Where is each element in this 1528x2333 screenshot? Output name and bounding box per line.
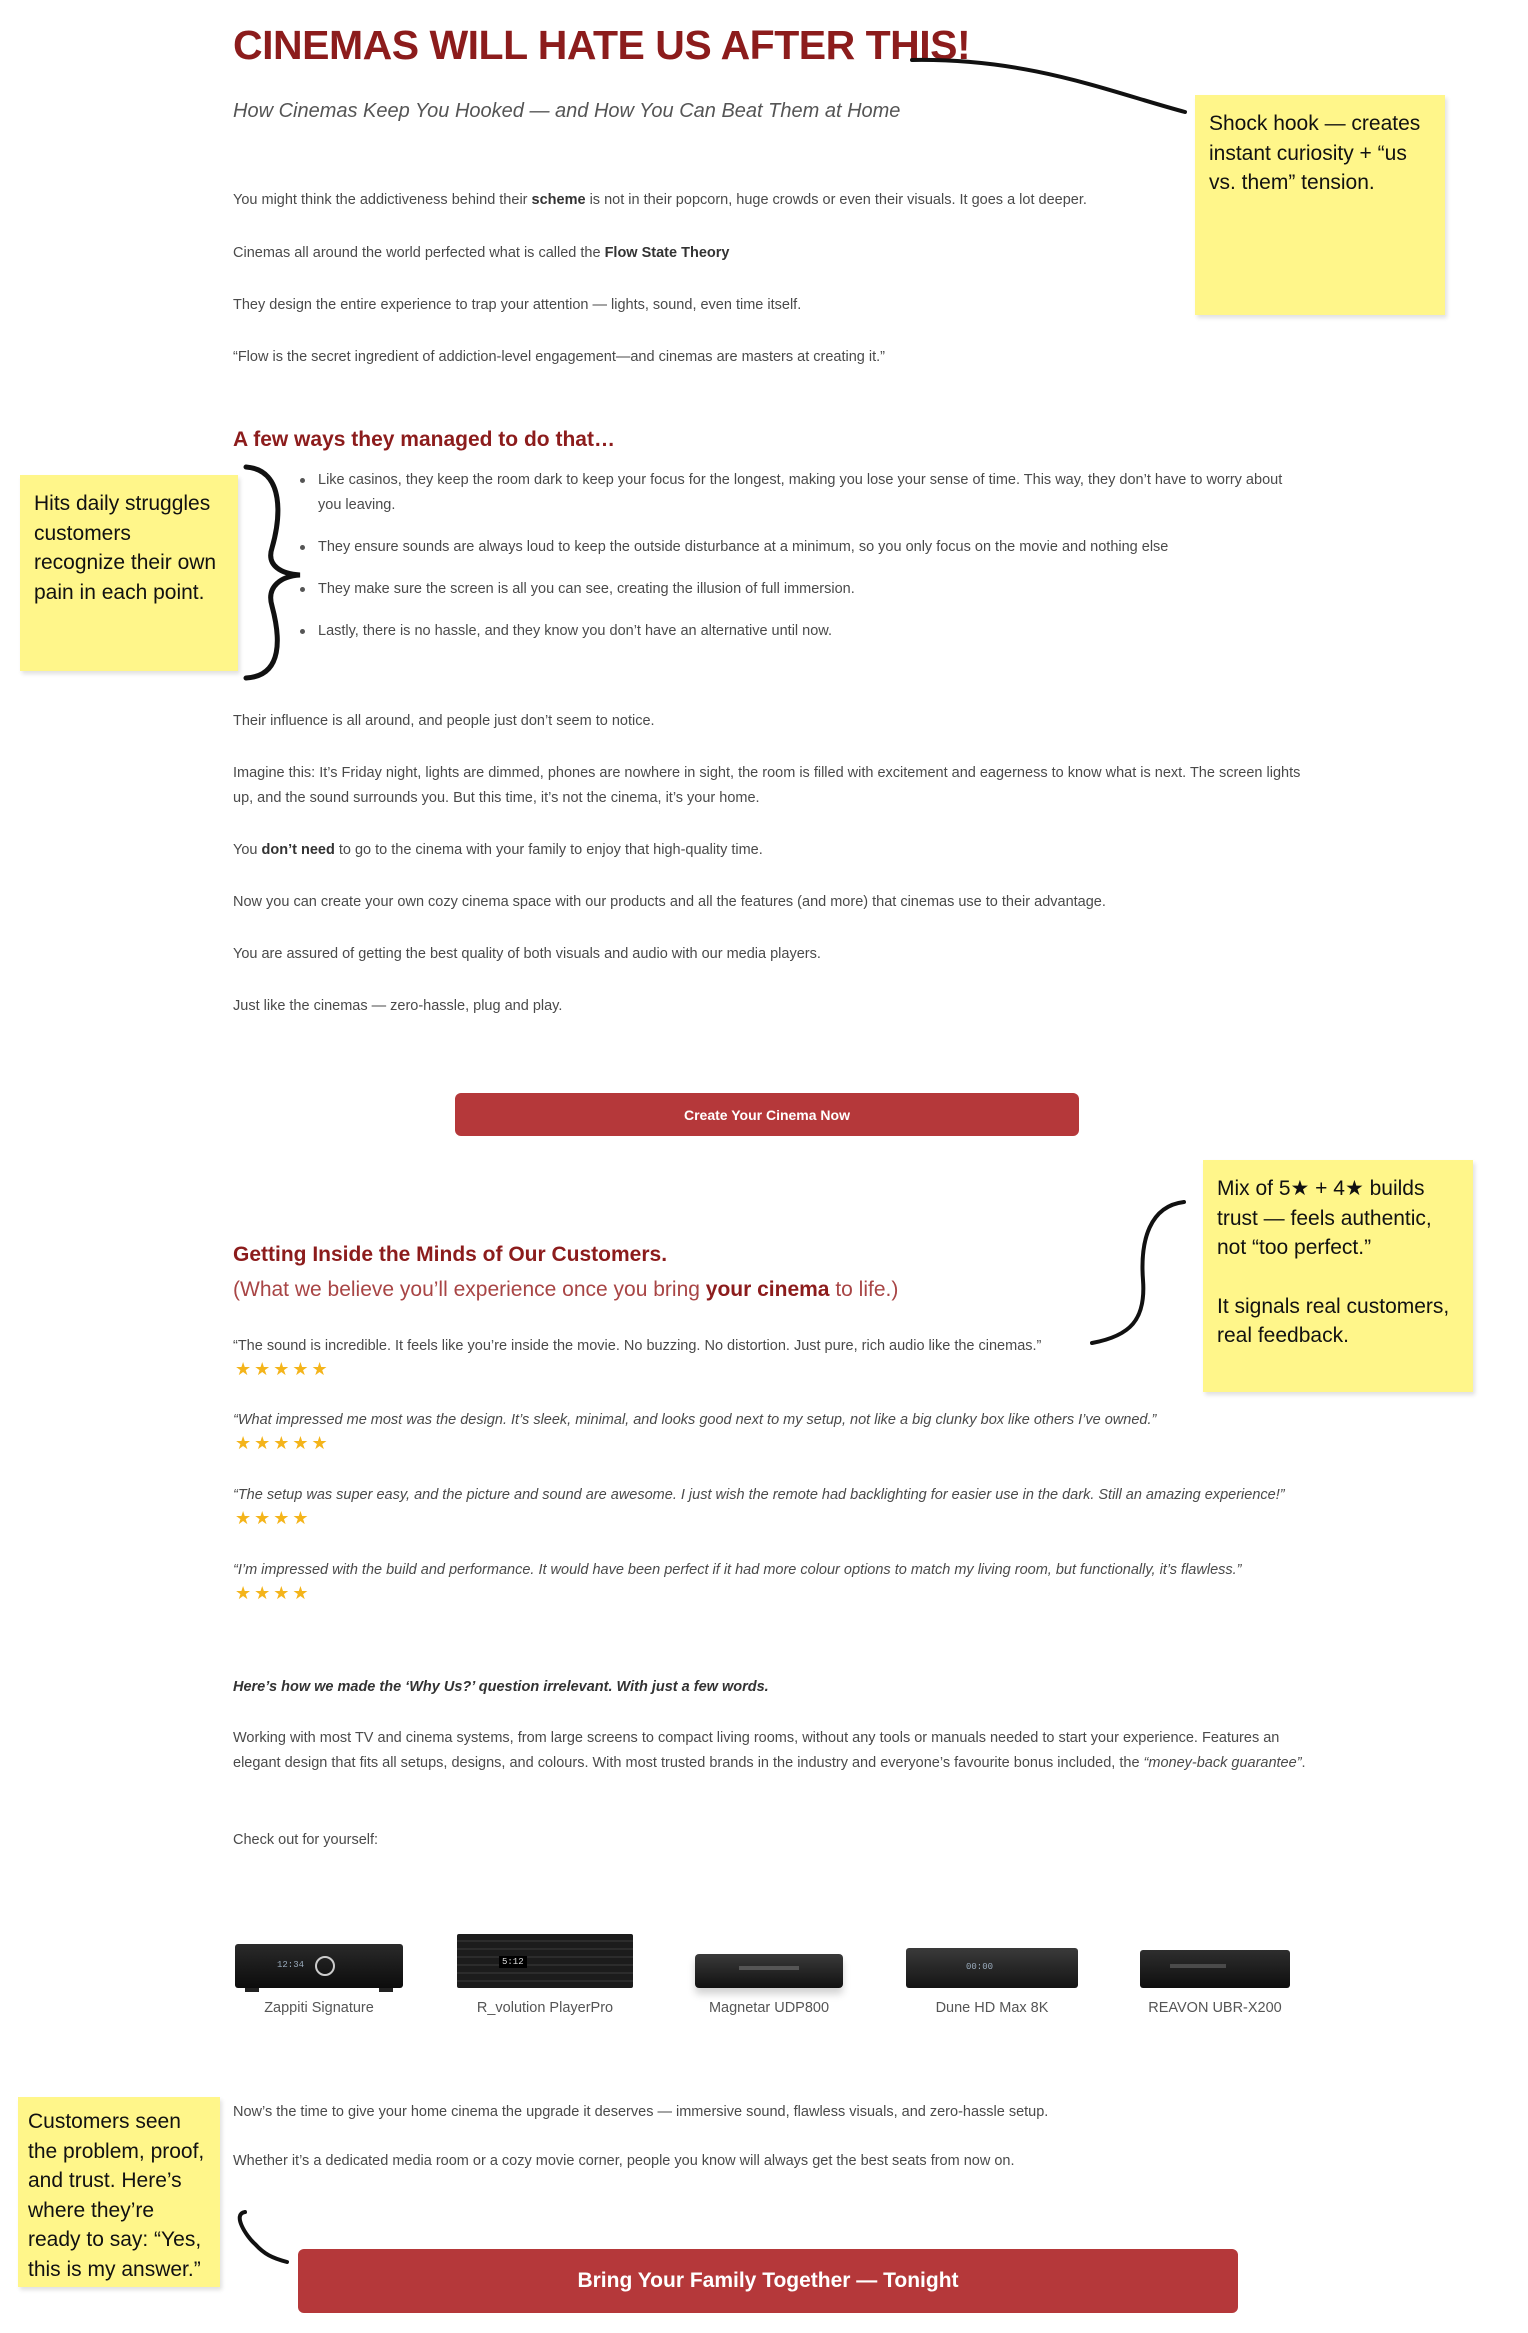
closing-paragraph-1: Now’s the time to give your home cinema the upgrade it deserves — immersive sound, flawless visuals, and zero-hassle setup. bbox=[233, 2104, 1049, 2120]
body-paragraph-6: Just like the cinemas — zero-hassle, plug and play. bbox=[233, 998, 563, 1014]
list-item: They ensure sounds are always loud to keep the outside disturbance at a minimum, so you only focus on the movie and nothing else bbox=[300, 535, 1300, 560]
review-text: “The sound is incredible. It feels like you’re inside the movie. No buzzing. No distortion. Just pure, rich audio like the cinemas.” bbox=[233, 1338, 1042, 1354]
whyus-paragraph: Working with most TV and cinema systems, from large screens to compact living rooms, without any tools or manuals needed to start your experience. Features an elegant design that fits all setups, designs, and colours. With most trusted brands in the industry and everyone’s favourite bonus included, the “money-back guarantee”. bbox=[233, 1730, 1306, 1771]
sticky-note-daily-struggles: Hits daily struggles customers recognize their own pain in each point. bbox=[20, 475, 238, 671]
product-name: Magnetar UDP800 bbox=[708, 2000, 830, 2016]
star-rating: ★★★★ bbox=[235, 1583, 312, 1603]
note-line: It signals real customers, real feedback. bbox=[1217, 1294, 1450, 1347]
list-item: They make sure the screen is all you can see, creating the illusion of full immersion. bbox=[300, 577, 1300, 602]
customers-subheading: (What we believe you’ll experience once you bring your cinema to life.) bbox=[233, 1278, 899, 1301]
star-rating: ★★★★★ bbox=[235, 1433, 331, 1453]
sticky-note-final-cta: Customers seen the problem, proof, and trust. Here’s where they’re ready to say: “Yes, this is my answer.” bbox=[18, 2097, 220, 2287]
whyus-heading: Here’s how we made the ‘Why Us?’ question irrelevant. With just a few words. bbox=[233, 1679, 769, 1695]
product-name: Zappiti Signature bbox=[264, 2000, 374, 2016]
body-paragraph-4: Now you can create your own cozy cinema space with our products and all the features (and more) that cinemas use to their advantage. bbox=[233, 894, 1106, 910]
device-display: 12:34 bbox=[277, 1960, 305, 1970]
review-text: “The setup was super easy, and the picture and sound are awesome. I just wish the remote had backlighting for easier use in the dark. Still an amazing experience!” bbox=[233, 1487, 1285, 1503]
body-paragraph-5: You are assured of getting the best quality of both visuals and audio with our media players. bbox=[233, 946, 821, 962]
list-item: Lastly, there is no hassle, and they know you don’t have an alternative until now. bbox=[300, 619, 1300, 644]
review-text: “What impressed me most was the design. It’s sleek, minimal, and looks good next to my setup, not like a big clunky box like others I’ve owned.” bbox=[233, 1412, 1157, 1428]
sticky-note-shock-hook: Shock hook — creates instant curiosity + “us vs. them” tension. bbox=[1195, 95, 1445, 315]
customers-heading: Getting Inside the Minds of Our Customers. bbox=[233, 1243, 668, 1266]
intro-quote: “Flow is the secret ingredient of addiction-level engagement—and cinemas are masters at creating it.” bbox=[233, 349, 886, 365]
star-rating: ★★★★★ bbox=[235, 1359, 331, 1379]
ways-heading: A few ways they managed to do that… bbox=[233, 428, 615, 451]
review-text: “I’m impressed with the build and performance. It would have been perfect if it had more colour options to match my living room, but functionally, it’s flawless.” bbox=[233, 1562, 1242, 1578]
checkout-text: Check out for yourself: bbox=[233, 1832, 379, 1848]
device-display: 00:00 bbox=[966, 1962, 994, 1972]
product-name: REAVON UBR-X200 bbox=[1148, 2000, 1282, 2016]
body-paragraph-2: Imagine this: It’s Friday night, lights are dimmed, phones are nowhere in sight, the room is filled with excitement and eagerness to know what is next. The screen lights up, and the sound surrounds you. But this time, it’s not the cinema, it’s your home. bbox=[233, 765, 1301, 806]
body-paragraph-3: You don’t need to go to the cinema with your family to enjoy that high-quality time. bbox=[233, 842, 763, 858]
star-rating: ★★★★ bbox=[235, 1508, 312, 1528]
page-subtitle: How Cinemas Keep You Hooked — and How You Can Beat Them at Home bbox=[233, 100, 901, 122]
closing-paragraph-2: Whether it’s a dedicated media room or a cozy movie corner, people you know will always get the best seats from now on. bbox=[233, 2153, 1015, 2169]
intro-paragraph-2: Cinemas all around the world perfected what is called the Flow State Theory bbox=[233, 245, 730, 261]
page-title: CINEMAS WILL HATE US AFTER THIS! bbox=[233, 22, 971, 68]
create-cinema-button[interactable]: Create Your Cinema Now bbox=[455, 1093, 1079, 1136]
bring-family-together-button[interactable]: Bring Your Family Together — Tonight bbox=[298, 2249, 1238, 2313]
product-name: R_volution PlayerPro bbox=[476, 2000, 614, 2016]
list-item: Like casinos, they keep the room dark to keep your focus for the longest, making you lose your sense of time. This way, they don’t have to worry about you leaving. bbox=[300, 468, 1300, 518]
product-name: Dune HD Max 8K bbox=[935, 2000, 1049, 2016]
note-line: Mix of 5★ + 4★ builds trust — feels authentic, not “too perfect.” bbox=[1217, 1177, 1432, 1259]
intro-paragraph-1: You might think the addictiveness behind their scheme is not in their popcorn, huge crowds or even their visuals. It goes a lot deeper. bbox=[233, 192, 1087, 208]
intro-paragraph-3: They design the entire experience to trap your attention — lights, sound, even time itself. bbox=[233, 297, 802, 313]
device-display: 5:12 bbox=[499, 1956, 527, 1968]
body-paragraph-1: Their influence is all around, and people just don’t seem to notice. bbox=[233, 713, 655, 729]
